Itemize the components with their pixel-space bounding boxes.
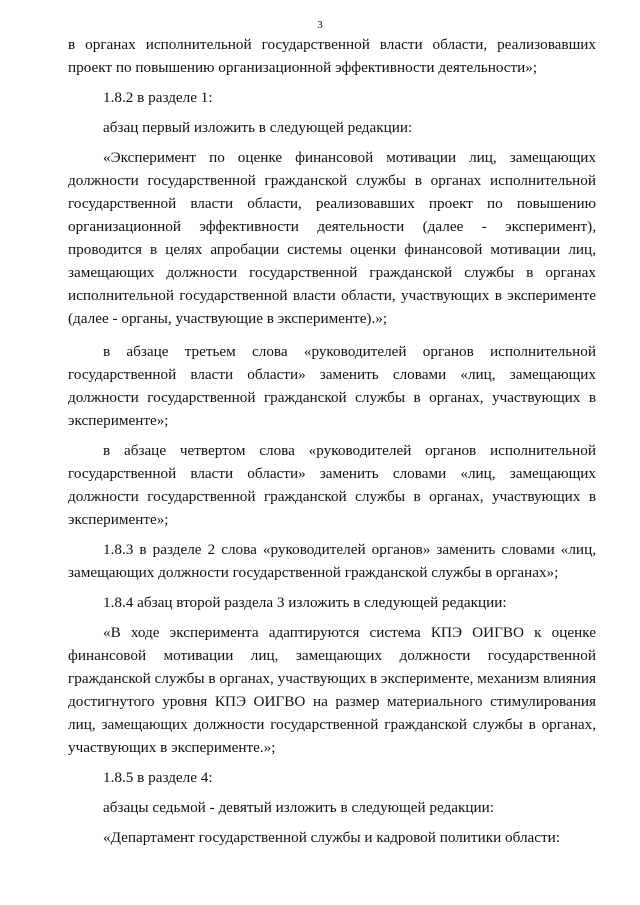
paragraph-abzac-fourth: в абзаце четвертом слова «руководителей органов исполнительной государственной власти области» заменить словами «лиц, замещающих должности государственной гражданской службы в органах, участвующих в эксперименте»; — [68, 442, 596, 528]
document-body — [68, 33, 596, 849]
paragraph-instruction-section-4: абзацы седьмой - девятый изложить в следующей редакции: — [103, 799, 494, 816]
paragraph-quoted-text: «Эксперимент по оценке финансовой мотивации лиц, замещающих должности государственной гражданской службы в органах исполнительной государственной власти области, реализовавших проект по повышению организационной эффективности деятельности (далее - эксперимент), проводится в целях апробации системы оценки финансовой мотивации лиц, замещающих должности государственной гражданской службы в органах исполнительной государственной власти области, участвующих в эксперименте (далее - органы, участвующие в эксперименте).»; — [68, 149, 596, 327]
paragraph-quoted-department: «Департамент государственной службы и кадровой политики области: — [103, 829, 560, 846]
paragraph-item-1-8-2: 1.8.2 в разделе 1: — [103, 89, 213, 106]
paragraph-continuation: в органах исполнительной государственной власти области, реализовавших проект по повышению организационной эффективности деятельности»; — [68, 36, 596, 76]
paragraph-instruction: абзац первый изложить в следующей редакции: — [103, 119, 413, 136]
paragraph-item-1-8-5: 1.8.5 в разделе 4: — [103, 769, 213, 786]
page-number: 3 — [317, 19, 323, 31]
paragraph-item-1-8-3: 1.8.3 в разделе 2 слова «руководителей органов» заменить словами «лиц, замещающих должности государственной гражданской службы в органах»; — [68, 541, 596, 581]
paragraph-item-1-8-4: 1.8.4 абзац второй раздела 3 изложить в следующей редакции: — [103, 594, 507, 611]
paragraph-quoted-section-3: «В ходе эксперимента адаптируются система КПЭ ОИГВО к оценке финансовой мотивации лиц, замещающих должности государственной гражданской службы в органах, участвующих в эксперименте, механизм влияния достигнутого уровня КПЭ ОИГВО на размер материального стимулирования лиц, замещающих должности государственной гражданской службы в органах, участвующих в эксперименте.»; — [68, 624, 596, 756]
paragraph-abzac-third: в абзаце третьем слова «руководителей органов исполнительной государственной власти области» заменить словами «лиц, замещающих должности государственной гражданской службы в органах, участвующих в эксперименте»; — [68, 343, 596, 429]
